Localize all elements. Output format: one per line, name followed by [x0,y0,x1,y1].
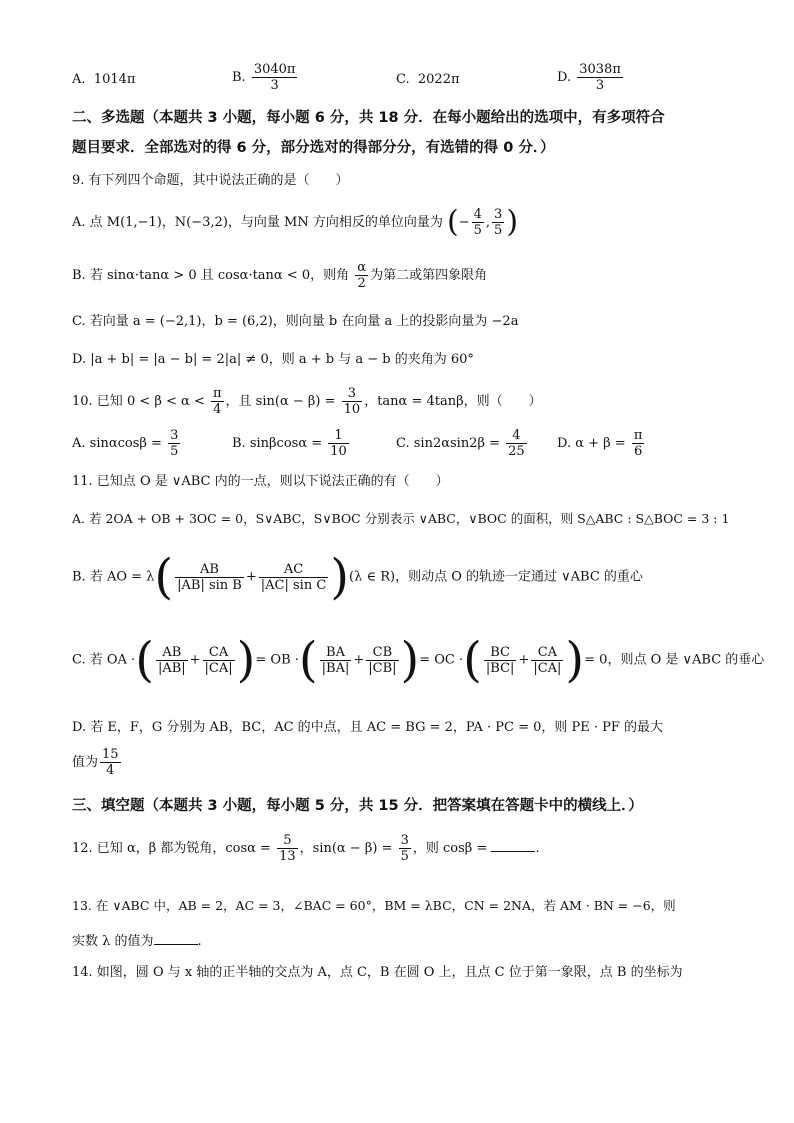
q11-option-d-line1: D. 若 E，F，G 分别为 AB，BC，AC 的中点，且 AC = BG = 2，PA · PC = 0，则 PE · PF 的最大 [72,720,664,735]
section3-heading: 三、填空题（本题共 3 小题，每小题 5 分，共 15 分．把答案填在答题卡中的横线上．） [72,798,643,814]
q12: 12. 已知 α，β 都为锐角，cosα = $\frac{5}{13}$ ，sin(α − β) = $\frac{3}{5}$ ，则 cosβ = . [72,833,540,864]
q8-option-c: C. 2022π [396,72,460,87]
q9-option-a: A. 点 M(1,−1)，N(−3,2)，与向量 MN 方向相反的单位向量为 (− $\frac{4}{5}$ , $\frac{3}{5}$ ) [72,204,519,240]
q8-option-a: A. 1014π [72,72,136,87]
section2-heading-line2: 题目要求．全部选对的得 6 分，部分选对的得部分分，有选错的得 0 分．） [72,140,555,156]
q10-option-c: C. sin2αsin2β = $\frac{4}{25}$ [396,428,525,459]
q9-option-d: D. |a + b| = |a − b| = 2|a| ≠ 0，则 a + b 与 a − b 的夹角为 60° [72,352,474,367]
q10-option-a: A. sinαcosβ = $\frac{3}{5}$ [72,428,179,459]
q9-option-c: C. 若向量 a = (−2,1)，b = (6,2)，则向量 b 在向量 a 上的投影向量为 −2a [72,314,519,329]
q13-answer-blank[interactable] [154,931,198,945]
q10-stem: 10. 已知 0 < β < α < $\frac{\pi}{4}$ ，且 sin(α − β) = $\frac{3}{10}$ ，tanα = 4tanβ，则（ ） [72,386,542,417]
q14-line1: 14. 如图，圆 O 与 x 轴的正半轴的交点为 A，点 C，B 在圆 O 上，且点 C 位于第一象限，点 B 的坐标为 [72,965,683,980]
q11-option-c: C. 若 OA ·( $\frac{AB}{|AB|}$ + $\frac{CA}{|CA|}$ )= OB ·( $\frac{BA}{|BA|}$ + $\frac{CB}{|CB|}$ )= OC ·( $\frac{BC}{|BC|}$ + $\frac{CA}{|CA|}$ )= 0，则点 O 是 ∨ABC 的垂心 [72,632,765,688]
section2-heading-line1: 二、多选题（本题共 3 小题，每小题 6 分，共 18 分．在每小题给出的选项中，有多项符合 [72,110,665,126]
q8-option-b: B. $\frac{3040\pi}{3}$ [232,62,296,93]
q12-answer-blank[interactable] [491,838,535,852]
q11-option-b: B. 若 AO = λ( $\frac{AB}{\text{|AB| sin B}}$ + $\frac{AC}{\text{|AC| sin C}}$ )(λ ∈ R)，则动点 O 的轨迹一定通过 ∨ABC 的重心 [72,549,643,605]
q9-stem: 9. 有下列四个命题，其中说法正确的是（ ） [72,173,349,188]
q10-option-d: D. α + β = $\frac{\pi}{6}$ [557,428,643,459]
q11-stem: 11. 已知点 O 是 ∨ABC 内的一点，则以下说法正确的有（ ） [72,474,449,489]
q9-option-b: B. 若 sinα·tanα > 0 且 cosα·tanα < 0，则角 $\frac{\alpha}{2}$ 为第二或第四象限角 [72,260,488,291]
q13-line1: 13. 在 ∨ABC 中，AB = 2，AC = 3，∠BAC = 60°，BM = λBC，CN = 2NA，若 AM · BN = −6，则 [72,898,676,913]
q10-option-b: B. sinβcosα = $\frac{1}{10}$ [232,428,347,459]
q11-option-d-line2: 值为 $\frac{15}{4}$ [72,747,119,778]
q13-line2: 实数 λ 的值为 . [72,931,202,952]
q11-option-a: A. 若 2OA + OB + 3OC = 0，S∨ABC，S∨BOC 分别表示 ∨ABC，∨BOC 的面积，则 S△ABC : S△BOC = 3 : 1 [72,511,730,526]
q8-option-d: D. $\frac{3038\pi}{3}$ [557,62,621,93]
